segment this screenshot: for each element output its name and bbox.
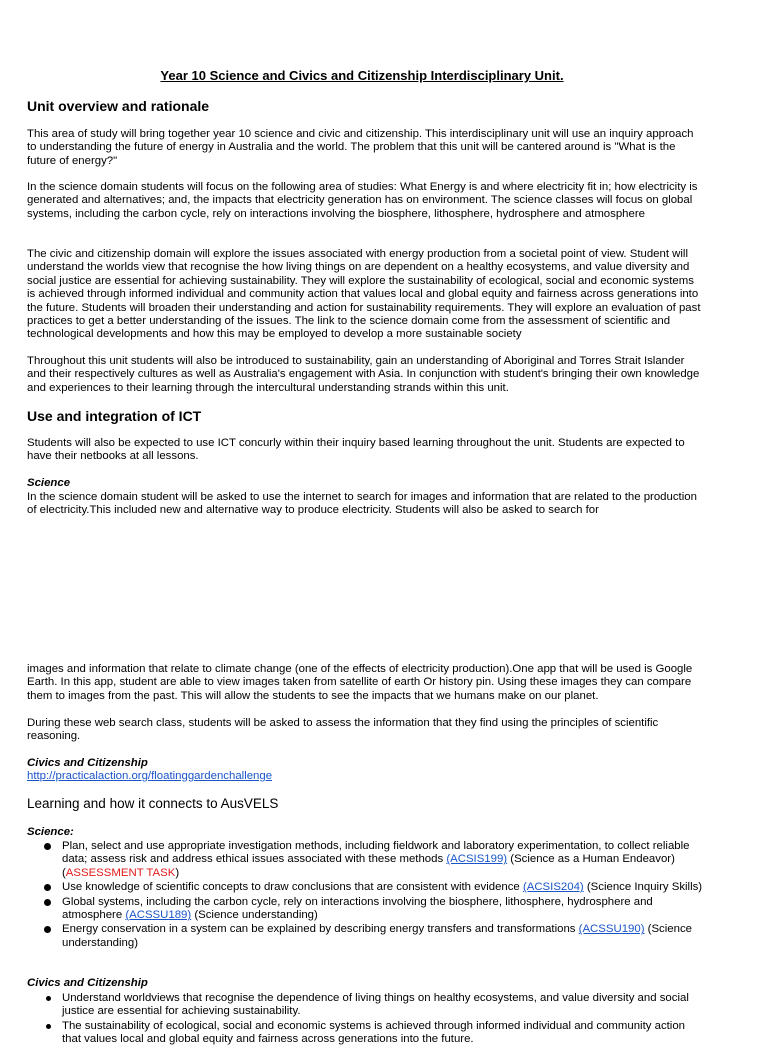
civics-outcome-text: Understand worldviews that recognise the dependence of living things on healthy ecosystems, and value diversity and social justice are essential for achieving sustainability. bbox=[62, 992, 689, 1018]
outcome-close: ) bbox=[175, 866, 180, 879]
acssu189-link[interactable]: (ACSSU189) bbox=[125, 909, 192, 922]
ict-paragraph: Students will also be expected to use ICT concurly within their inquiry based learning throughout the unit. Students are expected to have their netbooks at all lessons. bbox=[27, 437, 685, 463]
bullet-icon bbox=[46, 996, 51, 1001]
bullet-icon bbox=[44, 884, 51, 891]
overview-paragraph-1: This area of study will bring together year 10 science and civic and citizenship. This interdisciplinary unit will use an inquiry approach to understanding the future of energy in Australia and the world. The problem that this unit will be cantered around is "What is the future of energy?" bbox=[27, 128, 694, 167]
outcome-text: Plan, select and use appropriate investigation methods, including fieldwork and laboratory experimentation, to collect reliable data; assess risk and address ethical issues associated with these methods bbox=[62, 840, 690, 866]
ict-heading: Use and integration of ICT bbox=[27, 408, 202, 424]
acsis199-link[interactable]: (ACSIS199) bbox=[446, 853, 508, 866]
outcome-strand: (Science understanding) bbox=[191, 909, 318, 922]
assessment-task-label: ASSESSMENT TASK bbox=[65, 866, 176, 879]
outcome-text: Use knowledge of scientific concepts to draw conclusions that are consistent with evidence bbox=[62, 881, 523, 894]
overview-paragraph-3: The civic and citizenship domain will explore the issues associated with energy production from a societal point of view. Student will understand the worlds view that recognise the how living things on are dependent on a healthy ecosystems, and value diversity and social justice are essential for achieving sustainability. They will explore the sustainability of ecological, social and economic systems is achieved through informed individual and community action that values local and global equity and fairness across generations into the future. Students will broaden their understanding and action for sustainability requirements. They will explore an evaluation of past practices to get a better understanding of the issues. The link to the science domain come from the assessment of scientific and technological developments and how this may be employed to develop a more sustainable society bbox=[27, 248, 701, 341]
learning-civics-label: Civics and Citizenship bbox=[27, 977, 148, 989]
overview-paragraph-4: Throughout this unit students will also be introduced to sustainability, gain an understanding of Aboriginal and Torres Strait Islander and their respectively cultures as well as Australia's engagement with Asia. In conjunction with student's bringing their own knowledge and experiences to their learning through the intercultural understanding strands within this unit. bbox=[27, 355, 700, 394]
floating-garden-link[interactable]: http://practicalaction.org/floatinggardenchallenge bbox=[27, 770, 273, 782]
ict-science-label: Science bbox=[27, 477, 71, 489]
ict-civics-label: Civics and Citizenship bbox=[27, 757, 148, 769]
list-item bbox=[27, 923, 707, 950]
outcome-text: Energy conservation in a system can be explained by describing energy transfers and transformations bbox=[62, 923, 579, 936]
list-item bbox=[27, 840, 707, 880]
ict-science-paragraph-3: During these web search class, students will be asked to assess the information that they find using the principles of scientific reasoning. bbox=[27, 717, 659, 743]
bullet-icon bbox=[44, 843, 51, 850]
ict-science-paragraph-2: images and information that relate to climate change (one of the effects of electricity production).One app that will be used is Google Earth. In this app, student are able to view images taken from satellite of earth Or history pin. Using these images they can compare them to images from the past. This will allow the students to see the impacts that we humans make on our planet. bbox=[27, 663, 693, 702]
outcome-strand: (Science as a Human Endeavor) ( bbox=[62, 853, 675, 879]
list-item bbox=[27, 896, 707, 923]
acssu190-link[interactable]: (ACSSU190) bbox=[578, 923, 645, 936]
bullet-icon bbox=[44, 899, 51, 906]
overview-paragraph-2: In the science domain students will focus on the following area of studies: What Energy is and where electricity fit in; how electricity is generated and alternatives; and, the impacts that electricity generation has on environment. The science classes will focus on global systems, including the carbon cycle, rely on interactions involving the biosphere, lithosphere, hydrosphere and atmosphere bbox=[27, 181, 698, 220]
civics-outcomes-list bbox=[27, 992, 707, 1048]
bullet-icon bbox=[46, 1024, 51, 1029]
outcome-text: Global systems, including the carbon cycle, rely on interactions involving the biosphere, lithosphere, hydrosphere and atmosphere bbox=[62, 895, 653, 922]
outcome-strand: (Science understanding) bbox=[62, 923, 692, 949]
document-title: Year 10 Science and Civics and Citizenship Interdisciplinary Unit. bbox=[160, 68, 564, 83]
science-outcomes-list bbox=[27, 840, 707, 951]
learning-science-label: Science: bbox=[27, 826, 74, 838]
list-item bbox=[27, 881, 707, 894]
civics-outcome-text: The sustainability of ecological, social and economic systems is achieved through informed individual and community action that values local and global equity and fairness across generations into the future. bbox=[62, 1019, 686, 1046]
overview-heading: Unit overview and rationale bbox=[27, 98, 210, 114]
acsis204-link[interactable]: (ACSIS204) bbox=[522, 881, 584, 894]
list-item bbox=[27, 992, 707, 1019]
ict-science-paragraph-1: In the science domain student will be asked to use the internet to search for images and information that are related to the production of electricity.This included new and alternative way to produce electricity. Students will also be asked to search for bbox=[27, 491, 697, 517]
outcome-strand: (Science Inquiry Skills) bbox=[583, 881, 703, 894]
learning-heading: Learning and how it connects to AusVELS bbox=[27, 796, 279, 811]
bullet-icon bbox=[44, 926, 51, 933]
ict-civics-link-line bbox=[27, 770, 702, 783]
